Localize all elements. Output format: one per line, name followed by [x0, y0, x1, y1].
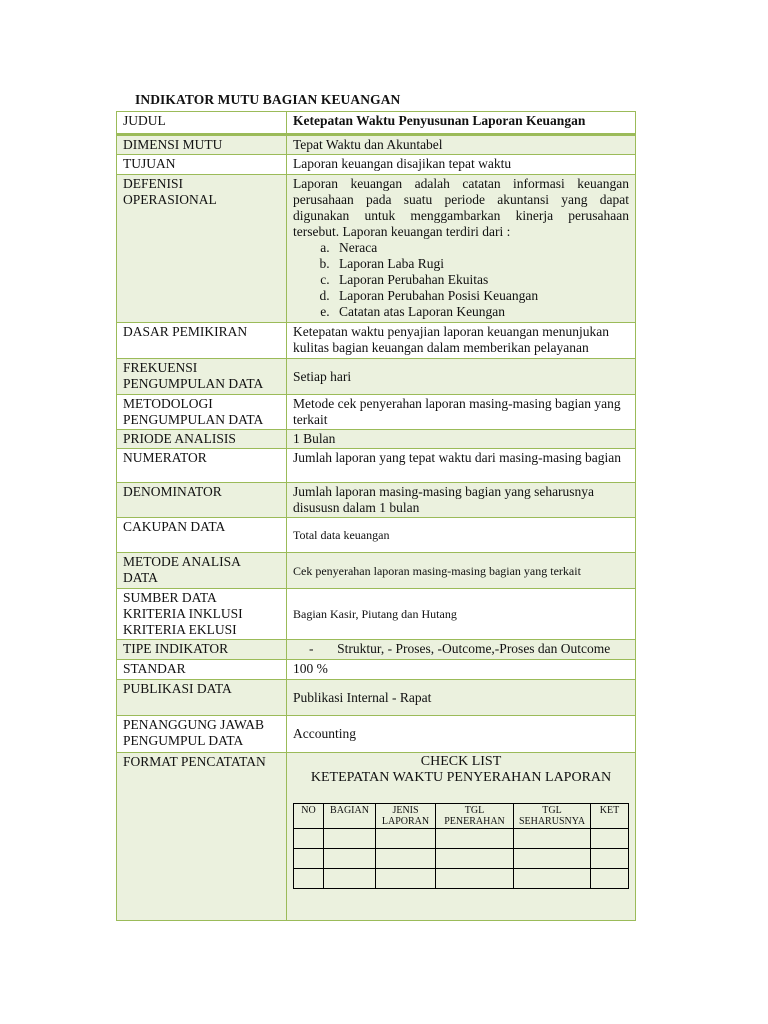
- value-dimensi: Tepat Waktu dan Akuntabel: [287, 135, 636, 155]
- label-sumber-line3: KRITERIA EKLUSI: [123, 622, 237, 637]
- row-publikasi: [117, 680, 636, 716]
- row-metode-analisa: [117, 553, 636, 589]
- definisi-text: Laporan keuangan adalah catatan informasi keuangan perusahaan pada suatu periode akuntansi yang dapat digunakan untuk menggambarkan kinerja perusahaan tersebut. Laporan keuangan terdiri dari :: [293, 176, 629, 239]
- value-penanggung: Accounting: [287, 716, 636, 753]
- checklist-header-tgl-penerahan-line1: TGL: [464, 805, 485, 816]
- checklist-cell: [514, 829, 591, 849]
- value-denominator: Jumlah laporan masing-masing bagian yang seharusnya disususn dalam 1 bulan: [287, 483, 636, 518]
- checklist-header-ket: KET: [591, 804, 629, 829]
- label-definisi: [117, 175, 287, 323]
- label-frekuensi-line1: FREKUENSI: [123, 360, 198, 375]
- checklist-cell: [294, 869, 324, 889]
- label-definisi-line2: OPERASIONAL: [123, 192, 217, 207]
- checklist-cell: [324, 869, 376, 889]
- checklist-row: [294, 849, 629, 869]
- row-metodologi: [117, 395, 636, 430]
- label-sumber-line1: SUMBER DATA: [123, 590, 217, 605]
- row-judul: [117, 112, 636, 135]
- row-priode: [117, 430, 636, 449]
- label-judul: JUDUL: [117, 112, 287, 135]
- value-sumber: Bagian Kasir, Piutang dan Hutang: [287, 589, 636, 640]
- value-publikasi: Publikasi Internal - Rapat: [287, 680, 636, 716]
- label-penanggung-line2: PENGUMPUL DATA: [123, 733, 244, 748]
- list-item: e. Catatan atas Laporan Keungan: [333, 304, 629, 320]
- value-frekuensi: Setiap hari: [287, 359, 636, 395]
- checklist-header-jenis-line2: LAPORAN: [381, 816, 430, 827]
- checklist-table: [293, 803, 629, 889]
- checklist-cell: [436, 829, 514, 849]
- list-item: c. Laporan Perubahan Ekuitas: [333, 272, 629, 288]
- checklist-title-line2: KETEPATAN WAKTU PENYERAHAN LAPORAN: [310, 770, 612, 785]
- value-judul: Ketepatan Waktu Penyusunan Laporan Keuangan: [287, 112, 636, 135]
- indicator-table: [116, 111, 636, 921]
- checklist-cell: [514, 849, 591, 869]
- row-numerator: [117, 449, 636, 483]
- label-metodologi-line1: METODOLOGI: [123, 396, 213, 411]
- label-format: FORMAT PENCATATAN: [117, 753, 287, 921]
- checklist-header-jenis: [376, 804, 436, 829]
- list-item: d. Laporan Perubahan Posisi Keuangan: [333, 288, 629, 304]
- value-tujuan: Laporan keuangan disajikan tepat waktu: [287, 155, 636, 175]
- value-tipe: - Struktur, - Proses, -Outcome,-Proses dan Outcome: [287, 640, 636, 660]
- checklist-header-tgl-seharusnya-line1: TGL: [542, 805, 562, 816]
- label-sumber-line2: KRITERIA INKLUSI: [123, 606, 243, 621]
- checklist-header-tgl-seharusnya-line2: SEHARUSNYA: [518, 816, 586, 827]
- label-metode-analisa-line2: DATA: [123, 570, 158, 585]
- row-standar: [117, 660, 636, 680]
- checklist-header-tgl-penerahan: [436, 804, 514, 829]
- row-frekuensi: [117, 359, 636, 395]
- label-tujuan: TUJUAN: [117, 155, 287, 175]
- value-metodologi: Metode cek penyerahan laporan masing-masing bagian yang terkait: [287, 395, 636, 430]
- checklist-cell: [294, 829, 324, 849]
- row-denominator: [117, 483, 636, 518]
- label-dimensi: DIMENSI MUTU: [117, 135, 287, 155]
- checklist-header-bagian: BAGIAN: [324, 804, 376, 829]
- label-cakupan: CAKUPAN DATA: [117, 518, 287, 553]
- checklist-cell: [324, 849, 376, 869]
- row-format: [117, 753, 636, 921]
- label-metode-analisa-line1: METODE ANALISA: [123, 554, 241, 569]
- value-priode: 1 Bulan: [287, 430, 636, 449]
- value-standar: 100 %: [287, 660, 636, 680]
- label-dasar: DASAR PEMIKIRAN: [117, 323, 287, 359]
- page-title: INDIKATOR MUTU BAGIAN KEUANGAN: [135, 92, 401, 107]
- value-cakupan: Total data keuangan: [287, 518, 636, 553]
- checklist-header-row: [294, 804, 629, 829]
- value-dasar: Ketepatan waktu penyajian laporan keuangan menunjukan kulitas bagian keuangan dalam memberikan pelayanan: [287, 323, 636, 359]
- row-cakupan: [117, 518, 636, 553]
- row-dimensi: [117, 135, 636, 155]
- row-tujuan: [117, 155, 636, 175]
- checklist-cell: [294, 849, 324, 869]
- label-denominator: DENOMINATOR: [117, 483, 287, 518]
- label-frekuensi: [117, 359, 287, 395]
- checklist-header-tgl-penerahan-line2: PENERAHAN: [444, 816, 505, 827]
- checklist-cell: [591, 869, 629, 889]
- value-definisi: [287, 175, 636, 323]
- label-numerator: NUMERATOR: [117, 449, 287, 483]
- checklist-row: [294, 829, 629, 849]
- label-definisi-line1: DEFENISI: [123, 176, 183, 191]
- value-metode-analisa: Cek penyerahan laporan masing-masing bagian yang terkait: [287, 553, 636, 589]
- row-sumber: [117, 589, 636, 640]
- checklist-cell: [514, 869, 591, 889]
- checklist-cell: [591, 849, 629, 869]
- checklist-header-jenis-line1: JENIS: [392, 805, 419, 816]
- label-metode-analisa: [117, 553, 287, 589]
- value-format: [287, 753, 636, 921]
- checklist-header-no: NO: [294, 804, 324, 829]
- list-item: a. Neraca: [333, 240, 629, 256]
- checklist-cell: [436, 849, 514, 869]
- row-definisi: [117, 175, 636, 323]
- label-standar: STANDAR: [117, 660, 287, 680]
- label-priode: PRIODE ANALISIS: [117, 430, 287, 449]
- row-dasar: [117, 323, 636, 359]
- checklist-cell: [591, 829, 629, 849]
- checklist-cell: [376, 869, 436, 889]
- definisi-list: [293, 240, 629, 320]
- checklist-header-tgl-seharusnya: [514, 804, 591, 829]
- row-tipe: [117, 640, 636, 660]
- checklist-cell: [324, 829, 376, 849]
- checklist-cell: [376, 829, 436, 849]
- checklist-cell: [376, 849, 436, 869]
- label-tipe: TIPE INDIKATOR: [117, 640, 287, 660]
- label-penanggung-line1: PENANGGUNG JAWAB: [123, 717, 265, 732]
- label-sumber: [117, 589, 287, 640]
- list-item: b. Laporan Laba Rugi: [333, 256, 629, 272]
- label-metodologi-line2: PENGUMPULAN DATA: [123, 412, 264, 427]
- checklist-cell: [436, 869, 514, 889]
- label-penanggung: [117, 716, 287, 753]
- label-metodologi: [117, 395, 287, 430]
- label-frekuensi-line2: PENGUMPULAN DATA: [123, 376, 264, 391]
- row-penanggung: [117, 716, 636, 753]
- checklist-row: [294, 869, 629, 889]
- value-numerator: Jumlah laporan yang tepat waktu dari masing-masing bagian: [287, 449, 636, 483]
- checklist-title-line1: CHECK LIST: [420, 754, 502, 769]
- label-publikasi: PUBLIKASI DATA: [117, 680, 287, 716]
